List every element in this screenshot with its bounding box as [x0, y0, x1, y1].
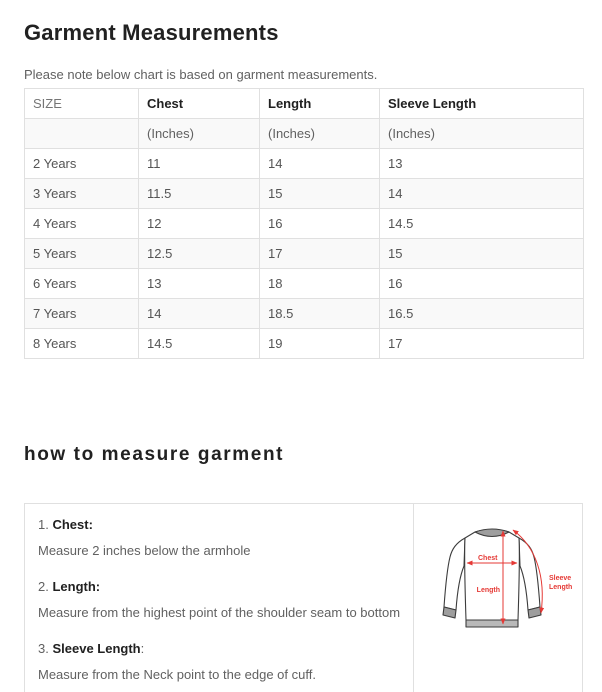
table-row	[25, 239, 584, 269]
step-description: Measure from the highest point of the shoulder seam to bottom	[38, 604, 401, 620]
units-cell-length: (Inches)	[260, 119, 380, 149]
cell-chest: 13	[139, 269, 260, 299]
measure-section-heading: how to measure garment	[24, 444, 285, 466]
garment-diagram	[414, 504, 582, 692]
sweater-diagram-image	[423, 517, 573, 649]
cell-chest: 14.5	[139, 329, 260, 359]
step-number: 3.	[38, 640, 49, 656]
table-row	[25, 269, 584, 299]
table-row	[25, 149, 584, 179]
step-description: Measure 2 inches below the armhole	[38, 543, 251, 559]
cell-size: 8 Years	[25, 329, 139, 359]
table-row	[25, 209, 584, 239]
page	[0, 20, 602, 692]
cell-chest: 11	[139, 149, 260, 179]
cell-size: 6 Years	[25, 269, 139, 299]
chest-arrow-label: Chest	[478, 555, 498, 563]
table-row	[25, 179, 584, 209]
units-cell-size	[25, 119, 139, 149]
cell-size: 2 Years	[25, 149, 139, 179]
cell-sleeve-length: 14	[380, 179, 584, 209]
cell-size: 7 Years	[25, 299, 139, 329]
measure-instructions-box	[24, 503, 583, 692]
cell-length: 18.5	[260, 299, 380, 329]
step-number: 1.	[38, 517, 49, 533]
table-units-row	[25, 119, 584, 149]
table-header-row	[25, 89, 584, 119]
units-cell-sleeve-length: (Inches)	[380, 119, 584, 149]
measure-steps-list	[25, 504, 414, 692]
sleeve-length-arrow-label-line2: Length	[549, 584, 573, 592]
cell-chest: 14	[139, 299, 260, 329]
cell-chest: 11.5	[139, 179, 260, 209]
cell-sleeve-length: 17	[380, 329, 584, 359]
cell-sleeve-length: 16	[380, 269, 584, 299]
step-heading	[38, 640, 409, 659]
cell-length: 19	[260, 329, 380, 359]
measurement-note: Please note below chart is based on garment measurements.	[24, 67, 378, 83]
step-heading	[38, 516, 409, 535]
units-cell-chest: (Inches)	[139, 119, 260, 149]
cell-length: 18	[260, 269, 380, 299]
cell-length: 15	[260, 179, 380, 209]
size-chart-table	[24, 88, 584, 359]
page-title: Garment Measurements	[24, 20, 279, 45]
step-label: Length:	[52, 578, 101, 594]
cell-size: 3 Years	[25, 179, 139, 209]
cell-chest: 12	[139, 209, 260, 239]
length-arrow-label: Length	[476, 587, 500, 595]
measure-step	[38, 640, 409, 685]
step-heading	[38, 578, 409, 597]
cell-sleeve-length: 13	[380, 149, 584, 179]
sweater-hem-band	[466, 620, 518, 627]
cell-sleeve-length: 14.5	[380, 209, 584, 239]
measure-step	[38, 516, 409, 561]
step-number: 2.	[38, 578, 49, 594]
step-label: Sleeve Length	[52, 640, 141, 656]
cell-size: 4 Years	[25, 209, 139, 239]
step-label-suffix: :	[140, 640, 145, 656]
cell-sleeve-length: 15	[380, 239, 584, 269]
step-description: Measure from the Neck point to the edge of cuff.	[38, 666, 316, 682]
cell-size: 5 Years	[25, 239, 139, 269]
cell-sleeve-length: 16.5	[380, 299, 584, 329]
table-row	[25, 299, 584, 329]
column-header-sleeve-length: Sleeve Length	[380, 89, 584, 119]
column-header-size: SIZE	[25, 89, 139, 119]
size-chart-rows	[25, 149, 584, 359]
column-header-length: Length	[260, 89, 380, 119]
cell-length: 17	[260, 239, 380, 269]
table-row	[25, 329, 584, 359]
cell-length: 14	[260, 149, 380, 179]
sleeve-length-arrow-label-line1: Sleeve	[549, 575, 572, 583]
column-header-chest: Chest	[139, 89, 260, 119]
cell-length: 16	[260, 209, 380, 239]
cell-chest: 12.5	[139, 239, 260, 269]
measure-step	[38, 578, 409, 623]
step-label: Chest:	[52, 517, 93, 533]
